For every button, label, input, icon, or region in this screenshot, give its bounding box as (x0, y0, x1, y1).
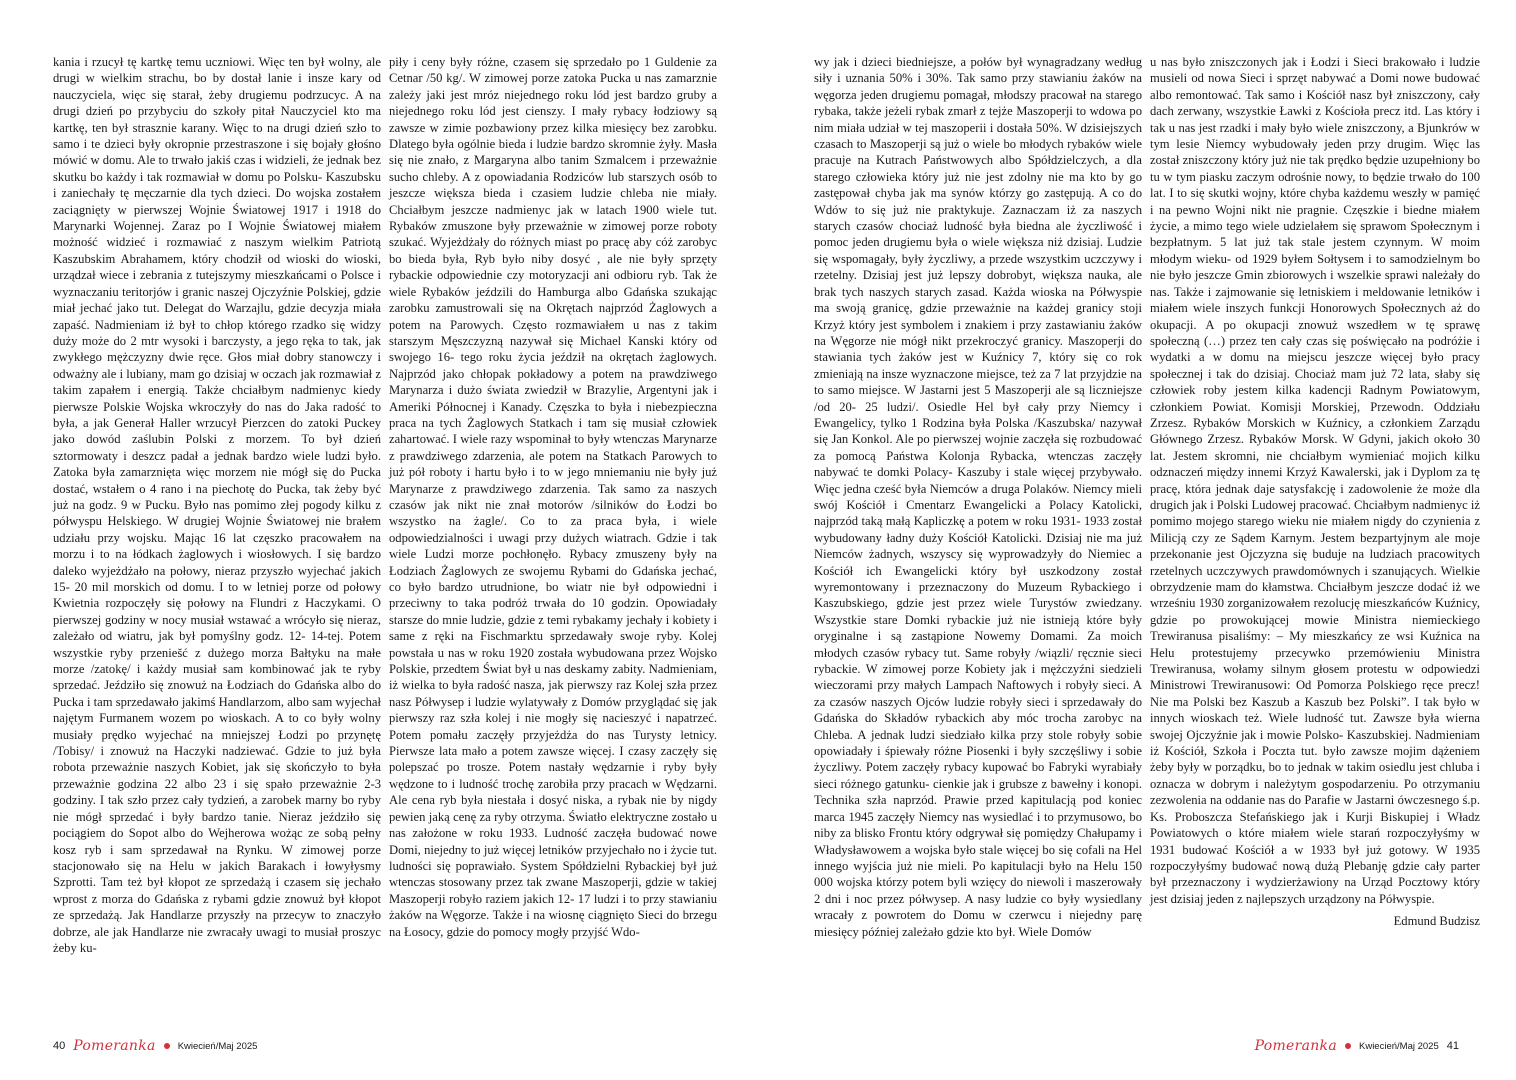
column-1-text: kania i rzucył tę kartkę temu uczniowi. Więc ten był wolny, ale drugi w wielkim strachu, bo by dostał lanie i insze kary od nauczyciela, więc się starał, żeby drugiemu podrzucyc. A na drugi dzień po przybyciu do szkoły pitał Nauczyciel kto ma kartkę, ten był strasznie karany. Więc to na drugi dzień szło to samo i te dzieci były okropnie przestraszone i się bojały głośno mówić w domu. Ale to trwało jakiś czas i widzieli, że jednak bez skutku bo każdy i tak rozmawiał w domu po Polsku- Kaszubsku i zaniechały tę męczarnie dla tych dzieci. Do wojska zostałem zaciągnięty w pierwszej Wojnie Światowej 1917 i 1918 do Marynarki Wojennej. Zaraz po I Wojnie Światowej miałem możność widzieć i rozmawiać z naszym wielkim Patriotą Kaszubskim Abrahamem, który chodził od wioski do wioski, urządzał wiece i zebrania z tutejszymy mieszkańcami o Polsce i wyznaczaniu teritorjów i granic naszej Ojczyźnie Polskiej, gdzie miał jechać jako tut. Delegat do Warzajlu, gdzie decyzja miała zapaść. Nadmieniam iż był to chłop którego rzadko się widzy duży może do 2 mtr wysoki i barczysty, a jego ręka to tak, jak zwykłego mężczyzny dwie ręce. Głos miał dobry stanowczy i odważny ale i lubiany, mam go dzisiaj w oczach jak rozmawiał z takim zapałem i energią. Także chciałbym nadmienyc kiedy pierwsze Polskie Wojska wkroczyły do nas do Jaka radość to była, a jak Generał Haller wrzucył Pierzcen do zatoki Puckey jako dowód zaślubin Polski z morzem. To był dzień sztormowaty i deszcz padał a jednak bardzo wiele ludzi było. Zatoka była zamarznięta więc morzem nie mógł się do Pucka dostać, wstałem o 4 rano i na piechotę do Pucka, tak żeby być już na godz. 9 w Pucku. Było nas pomimo złej pogody kilku z półwyspu Helskiego. W drugiej Wojnie Światowej nie brałem udziału przy wojsku. Mając 16 lat częszko pracowałem na morzu i to na łódkach żaglowych i wiosłowych. I się bardzo daleko wyjeżdżało na połowy, nieraz przyszło wyjechać jakich 15- 20 mil morskich od domu. I to w letniej porze od połowy Kwietnia rozpoczęły się połowy na Flundri z Haczykami. O pierwszej godziny w nocy musiał wstawać a wrócyło się nieraz, zależało od wiatru, jak był pomyślny godz. 12- 14-tej. Potem wszystkie ryby przeniešć z dużego morza Bałtyku na małe morze /zatokę/ i każdy musiał sam kombinować jak te ryby sprzedać. Jeździło się znowuż na Łodziach do Gdańska albo do Pucka i tam sprzedawało jakimś Handlarzom, albo sam wyjechał najętym Furmanem wozem po wioskach. A to co były wolny musiały prędko wyjechać na mniejszej Łodzi po przynętę /Tobisy/ i znowuż na Haczyki nadziewać. Gdzie to już była robota przeważnie naszych Kobiet, jak się skończyło to była przeważnie godzina 22 albo 23 i się spało przeważnie 2-3 godziny. I tak szło przez cały tydzień, a zarobek marny bo ryby nie mógł sprzedać i były bardzo tanie. Nieraz jeździło się pociągiem do Sopot albo do Wejherowa wożąc ze sobą pełny kosz ryb i sam sprzedawał na Rynku. W zimowej porze stacjonowało się na Helu w jakich Barakach i łowyłysmy Szprotti. Tam też był kłopot ze sprzedażą i czasem się jechało wprost z morza do Gdańska z rybami gdzie znowuż był kłopot ze sprzedażą. Jak Handlarze przyszły na przecyw to znaczyło dobrze, ale jak Handlarze nie zwracały uwagi to musiał proszyc żeby ku- (53, 55, 381, 955)
dot-icon (164, 1043, 170, 1049)
page-number: 40 (53, 1040, 66, 1052)
article-column-2 (389, 54, 717, 940)
article-column-4 (1150, 54, 1480, 930)
column-4-text: u nas było zniszczonych jak i Łodzi i Sieci brakowało i ludzie musieli od nowa Sieci i sprzęt nabywać a Domi nowe budować albo remontować. Tak samo i Kościół nasz był zniszczony, cały dach zerwany, wszystkie Ławki z Kościoła precz itd. Las który i tak u nas jest rzadki i mały było wiele zniszczony, a Bjunkrów w tym lesie Niemcy wybudowały jeden przy drugim. Więc las został zniszczony który już nie tak prędko będzie uzupełniony bo tu w tym piasku zaczym odrośnie nowy, to będzie trwało do 100 lat. I to się skutki wojny, które chyba każdemu weszły w pamięć i na pewno Wojni nikt nie pragnie. Częszkie i biedne miałem życie, a mimo tego wiele udzielałem się sprawom Społecznym i bezpłatnym. 5 lat już tak stale jestem czynnym. W moim młodym wieku- od 1929 byłem Sołtysem i to samodzielnym bo nie było jeszcze Gmin zbiorowych i wszelkie sprawi należały do nas. Także i zajmowanie się letniskiem i meldowanie letników i miałem wiele inszych funkcji Honorowych Społecznych aż do okupacji. A po okupacji znowuż wszedłem w tę sprawę społeczną (…) przez ten cały czas się poświęcało na podróżie i wydatki a w domu na miejscu jeszcze więcej było pracy społecznej i tak do dzisiaj. Chociaż mam już 72 lata, słaby się człowiek roby jestem kilka kadencji Radnym Powiatowym, członkiem Powiat. Komisji Morskiej, Przewodn. Oddziału Zrzesz. Rybaków Morskich w Kuźnicy, a członkiem Zarządu Głównego Zrzesz. Rybaków Morsk. W Gdyni, jakich około 30 lat. Jestem skromni, nie chciałbym wymieniać mojich kilku odznaczeń między innemi Krzyż Kawalerski, jak i Dyplom za tę pracę, która jednak daje satysfakcję i zadowolenie że może dla drugich jak i Polski Ludowej pracować. Chciałbym nadmienyc iż pomimo mojego starego wieku nie miałem nigdy do czynienia z Milicją czy ze Sądem Karnym. Jestem bezpartyjnym ale moje przekonanie jest Ojczyzna się buduje na ludziach pracowitych rzetelnych uczczywych prawdomównych i szanujących. Wielkie obrzydzenie mam do kłamstwa. Chciałbym jeszcze dodać iż we wrześniu 1930 zorganizowałem rezolucję mieszkańców Kuźnicy, gdzie po prowokującej mowie Ministra niemieckiego Trewiranusa pisaliśmy: – My mieszkańcy ze wsi Kuźnica na Helu protestujemy przecywko przemówieniu Ministra Trewiranusa, wołamy silnym głosem protestu w odpowiedzi Ministrowi Trewiranusowi: Od Pomorza Polskiego ręce precz! Nie ma Polski bez Kaszub a Kaszub bez Polski”. I tak było w innych wioskach też. Wiele ludność tut. Zawsze była wierna swojej Ojczyźnie jak i mowie Polsko- Kaszubskiej. Nadmieniam iż Kościół, Szkoła i Poczta tut. było zawsze mojim dążeniem żeby były w porządku, bo to jednak w takim osiedlu jest chluba i oznacza w dobrym i należytym gospodarzeniu. Po otrzymaniu zezwolenia na oddanie nas do Parafie w Jastarni ówczesnego ś.p. Ks. Proboszcza Stefańskiego jak i Kurji Biskupiej i Władz Powiatowych o które miałem wiele starań rozpoczyłyśmy w 1931 budować Kościół a w 1933 był już gotowy. W 1935 rozpoczyłyśmy budować nową dużą Plebanję gdzie cały parter był przeznaczony i wydzierżawiony na Urząd Pocztowy który jest dzisiaj jeden z najlepszych urządzony na Półwyspie. (1150, 55, 1480, 906)
article-column-1 (53, 54, 381, 956)
author-signature: Edmund Budzisz (1393, 914, 1480, 929)
column-2-text: piły i ceny były różne, czasem się sprzedało po 1 Guldenie za Cetnar /50 kg/. W zimowej porze zatoka Pucka u nas zamarznie zależy jaki jest mróz niejednego roku lód jest bardzo gruby a niejednego roku lód jest cienszy. I mały rybacy łodziowy są zawsze w zimie pozbawiony przez kilka miesięcy bez zarobku. Dlatego była ogólnie bieda i ludzie bardzo skromnie żyły. Masła się nie znało, z Margaryna albo tanim Szmalcem i przeważnie sucho chleby. A z opowiadania Rodziców lub starszych osób to jeszcze większa bieda i czasiem ludzie chleba nie miały. Chciałbym jeszcze nadmienyc jak w latach 1900 wiele tut. Rybaków zmuszone były przeważnie w zimowej porze roboty szukać. Wyjeżdżały do różnych miast po pracę aby cóż zarobyc bo bieda była, Ryb było niby dosyć , ale nie były sprzęty rybackie odpowiednie czy motoryzacji ani odbioru ryb. Tak że wiele Rybaków jeździli do Hamburga albo Gdańska szukając zarobku zamustrowali się na Okrętach najprzód Żaglowych a potem na Parowych. Często rozmawiałem u nas z takim starszym Męszczyzną nazywał się Michael Kanski który od swojego 16- tego roku życia jeździł na okrętach żaglowych. Najprzód jako chłopak pokładowy a potem na prawdziwego Marynarza i dużo świata zwiedził w Brazylie, Argentyni jak i Ameriki Północnej i Kanady. Częszka to była i niebezpieczna praca na tych Żaglowych Statkach i tam się musiał człowiek zahartować. I wiele razy wspominał to były wtenczas Marynarze z prawdziwego zdarzenia, ale potem na Statkach Parowych to już pół roboty i hartu było i to w jego mniemaniu nie były już Marynarze z prawdziwego zdarzenia. Tak samo za naszych czasów jak nikt nie znał motorów /silników do Łodzi bo wszystko na żagle/. Co to za praca była, i wiele odpowiedzialności i uwagi przy dużych wiatrach. Gdzie i tak wiele Ludzi morze pochłonęło. Rybacy zmuszeny były na Łodziach Żaglowych ze swojemu Rybami do Gdańska jechać, co było bardzo utrudnione, bo wiatr nie był odpowiedni i przeciwny to taka podróż trwała do 10 godzin. Opowiadały starsze do mnie ludzie, gdzie z temi rybakamy jechały i kobiety i same z ręki na Fischmarktu sprzedawały swoje ryby. Kolej powstała u nas w roku 1920 została wybudowana przez Wojsko Polskie, przedtem Świat był u nas deskamy zabity. Nadmieniam, iż wielka to była radość nasza, jak pierwszy raz Kolej szła przez nasz Półwysep i ludzie wylatywały z Domów przyglądać się jak pierwszy raz szła kolej i nie mogły się nacieszyć i napatrzeć. Potem pomału zaczęły przyjeżdża do nas Turysty letnicy. Pierwsze lata mało a potem zawsze więcej. I czasy zaczęły się polepszać po trosze. Potem nastały wędzarnie i ryby były wędzone to i ludność trochę zarobiła przy pracach w Wędzarni. Ale cena ryb była niestała i dosyć niska, a rybak nie by nigdy pewien jaką cenę za ryby otrzyma. Światło elektryczne zostało u nas założone w roku 1933. Ludność zaczęła budować nowe Domi, niejedny to już więcej letników przyjechało no i życie tut. ludności się poprawiało. System Spółdzielni Rybackiej był już wtenczas stosowany przez tak zwane Maszoperji, gdzie w takiej Maszoperji robyło raziem jakich 12- 17 ludzi i to przy stawianiu żaków na Węgorze. Także i na wiosnę ciągnięto Sieci do brzegu na Łosocy, gdzie do pomocy mogły przyjść Wdo- (389, 55, 717, 939)
magazine-logo: Pomeranka (1254, 1038, 1337, 1054)
left-footer (53, 1038, 257, 1054)
right-footer (1255, 1038, 1459, 1054)
issue-date: Kwiecień/Maj 2025 (177, 1040, 258, 1052)
issue-date: Kwiecień/Maj 2025 (1359, 1040, 1439, 1052)
magazine-logo: Pomeranka (73, 1038, 156, 1054)
page-number: 41 (1446, 1040, 1459, 1052)
right-page (758, 0, 1516, 1080)
column-3-text: wy jak i dzieci biedniejsze, a połów był wynagradzany według siły i uznania 50% i 30%. Tak samo przy stawianiu żaków na węgorza jeden drugiemu pomagał, młodszy pracował na starego rybaka, także jeżeli rybak zmarł z tejże Maszoperji to wdowa po nim miała udział w tej maszoperii i dostała 50%. W dzisiejszych czasach to Maszoperji są już o wiele bo młodych rybaków wiele pracuje na Kutrach Państwowych albo Spółdzielczych, a dla starego człowieka który już nie jest zdolny nie ma kto by go zastępował chyba jak ma synów którzy go zastępują. A co do Wdów to się już nie praktykuje. Zaznaczam iż za naszych starych czasów chociaż ludność była biedna ale życzliwość i pomoc jeden drugiemu była o wiele większa niż dzisiaj. Ludzie się wspomagały, były życzliwy, a przede wszystkim uczczywy i rzetelny. Dzisiaj jest już lepszy dobrobyt, większa nauka, ale brak tych naszych starych zasad. Każda wioska na Półwyspie ma swoją granicę, gdzie przeważnie na każdej granicy stoji Krzyż który jest symbolem i znakiem i przy zastawianiu żaków na Węgorze nie mógł nikt przekroczyć granicy. Maszoperji do stawiania tych żaków jest w Kuźnicy 7, który się co rok zmieniają na insze wyznaczone miejsce, też za 7 lat przyjdzie na to samo miejsce. W Jastarni jest 5 Maszoperji ale są liczniejsze /od 20- 25 ludzi/. Osiedle Hel był cały przy Niemcy i Ewangelicy, tylko 1 Rodzina była Polska /Kaszubska/ nazywał się Jan Konkol. Ale po pierwszej wojnie zaczęła się rozbudować za pomocą Państwa Kolonja Rybacka, wtenczas zaczęły nabywać te domki Polacy- Kaszuby i stale więcej przybywało. Więc jedna cześć była Niemców a druga Polaków. Niemcy mieli swój Kościół i Cmentarz Ewangelicki a Polacy Katolicki, najprzód taką małą Kapliczkę a potem w roku 1931- 1933 został wybudowany ładny duży Kościół Katolicki. Dzisiaj nie ma już Niemców żadnych, wszyscy się wyprowadzyły do Niemiec a Kościół ich Ewangelicki który był uszkodzony został wyremontowany i przeznaczony do Muzeum Rybackiego i Kaszubskiego, gdzie jest przez wiele Turystów zwiedzany. Wszystkie stare Domki rybackie już nie istnieją które były oryginalne i są zastąpione Nowemy Domami. Za moich młodych czasów rybacy tut. Same robyły /wiązli/ ręcznie sieci rybackie. W zimowej porze Kobiety jak i mężczyźni siedzieli wieczorami przy małych Lampach Naftowych i robyły sieci. A za czasów naszych Ojców ludzie robyły sieci i sprzedawały do Gdańska do Składów rybackich aby móc trocha zarobyc na Chleba. A jednak ludzi siedziało kilka przy stole robyły sobie opowiadały i śpiewały różne Piosenki i były szczęśliwy i sobie życzliwy. Potem zaczęły rybacy kupować bo Fabryki wyrabiały sieci różnego gatunku- cienkie jak i grubsze z bawełny i konopi. Technika szła naprzód. Prawie przed kapitulacją pod koniec marca 1945 zaczęły Niemcy nas wysiedlać i to przymusowo, bo niby za blisko Frontu który odgrywał się pomiędzy Chałupamy i Władysławowem a wojska było stale więcej bo się cofali na Hel innego wyjścia już nie mieli. Po kapitulacji było na Helu 150 000 wojska którzy potem byli wzięcy do niewoli i maszerowały 2 dni i noc przez półwysep. A nasy ludzie co były wysiedlany wracały z powrotem do Domu w czerwcu i niejedny parę miesięcy później zależało gdzie kto był. Wiele Domów (814, 55, 1142, 939)
article-column-3 (814, 54, 1142, 940)
dot-icon (1345, 1043, 1351, 1049)
